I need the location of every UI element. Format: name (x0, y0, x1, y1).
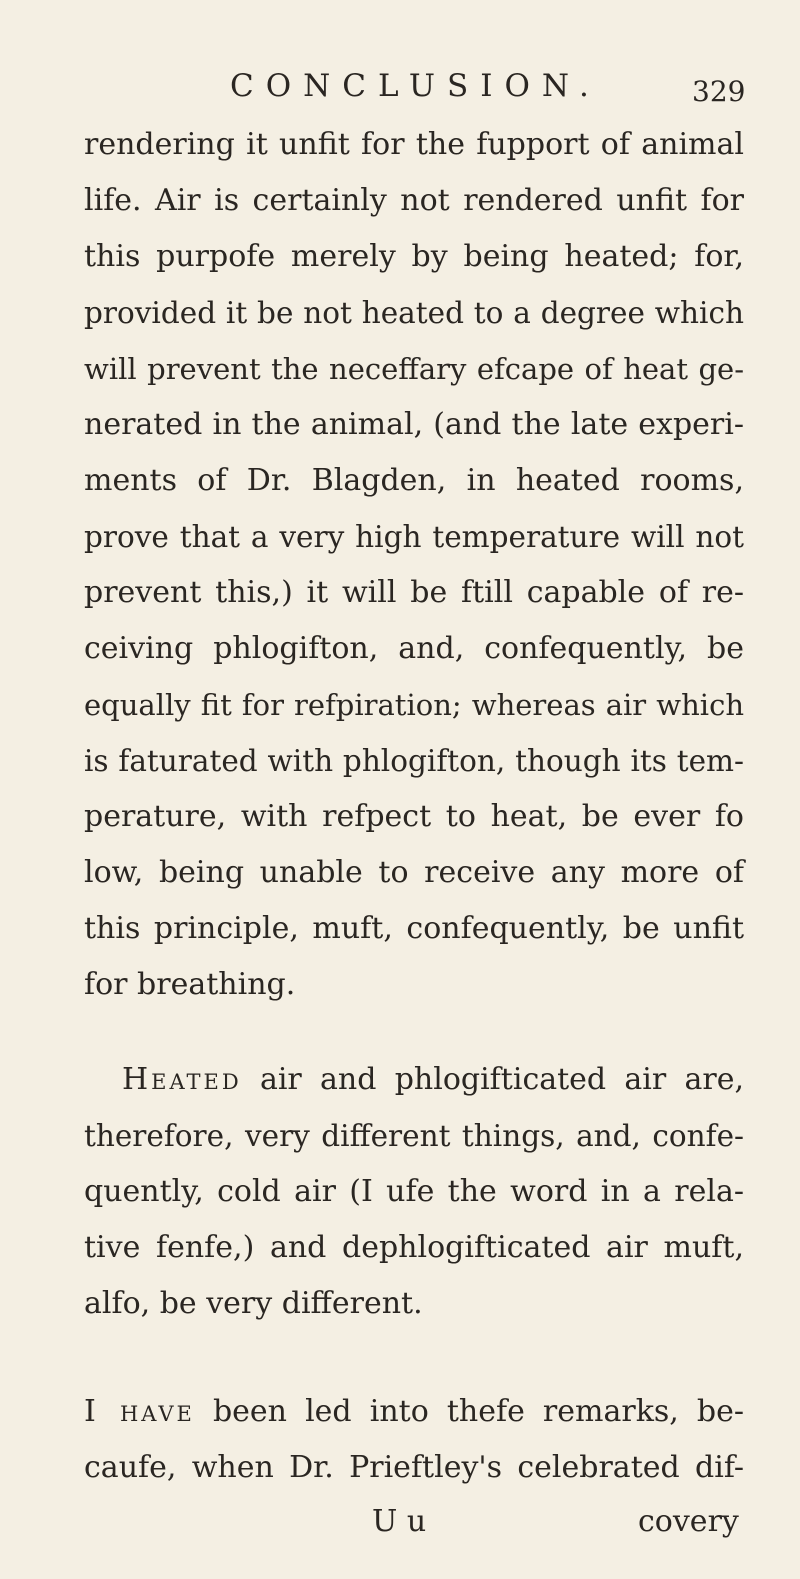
text-line: this purpofe merely by being heated; for, (84, 239, 744, 274)
text-line: is faturated with phlogifton, though its tem- (84, 744, 744, 778)
text-line: ceiving phlogifton, and, confequently, be (84, 631, 744, 666)
text-line: will prevent the neceffary efcape of heat ge- (84, 352, 744, 386)
text-line: ments of Dr. Blagden, in heated rooms, (84, 463, 744, 498)
text-line: tive fenfe,) and dephlogifticated air muft, (84, 1230, 744, 1265)
text-line: therefore, very different things, and, confe- (84, 1119, 744, 1153)
text-line: life. Air is certainly not rendered unfit for (84, 183, 744, 218)
text-line: quently, cold air (I ufe the word in a rela- (84, 1174, 744, 1209)
first-line-text: air and phlogifticated air are, (241, 1062, 744, 1097)
page-footer (0, 1494, 800, 1550)
text-line: prove that a very high temperature will not (84, 520, 744, 554)
text-line: prevent this,) it will be ftill capable of re- (84, 575, 744, 610)
text-line: rendering it unfit for the fupport of animal (84, 127, 744, 162)
text-line: provided it be not heated to a degree which (84, 296, 744, 330)
text-line: for breathing. (84, 967, 296, 1002)
paragraph-first-line (84, 1384, 744, 1440)
text-line: low, being unable to receive any more of (84, 855, 744, 890)
running-head (0, 66, 800, 106)
first-line-text: been led into thefe remarks, be- (194, 1394, 744, 1429)
text-line: nerated in the animal, (and the late experi- (84, 407, 744, 442)
catchword: covery (638, 1504, 739, 1539)
text-line: this principle, muft, confequently, be unfit (84, 911, 744, 946)
paragraph-lead-word: Heated (122, 1062, 242, 1097)
text-line: perature, with refpect to heat, be ever fo (84, 799, 744, 834)
running-title: CONCLUSION. (230, 68, 601, 104)
paragraph-first-line (122, 1052, 744, 1108)
paragraph-lead-word: I have (84, 1394, 195, 1429)
page-number: 329 (692, 75, 746, 108)
text-line: caufe, when Dr. Prieftley's celebrated dif- (84, 1450, 744, 1485)
text-line: equally fit for refpiration; whereas air which (84, 688, 744, 722)
text-line: alfo, be very different. (84, 1286, 423, 1321)
signature-mark: U u (372, 1504, 427, 1539)
